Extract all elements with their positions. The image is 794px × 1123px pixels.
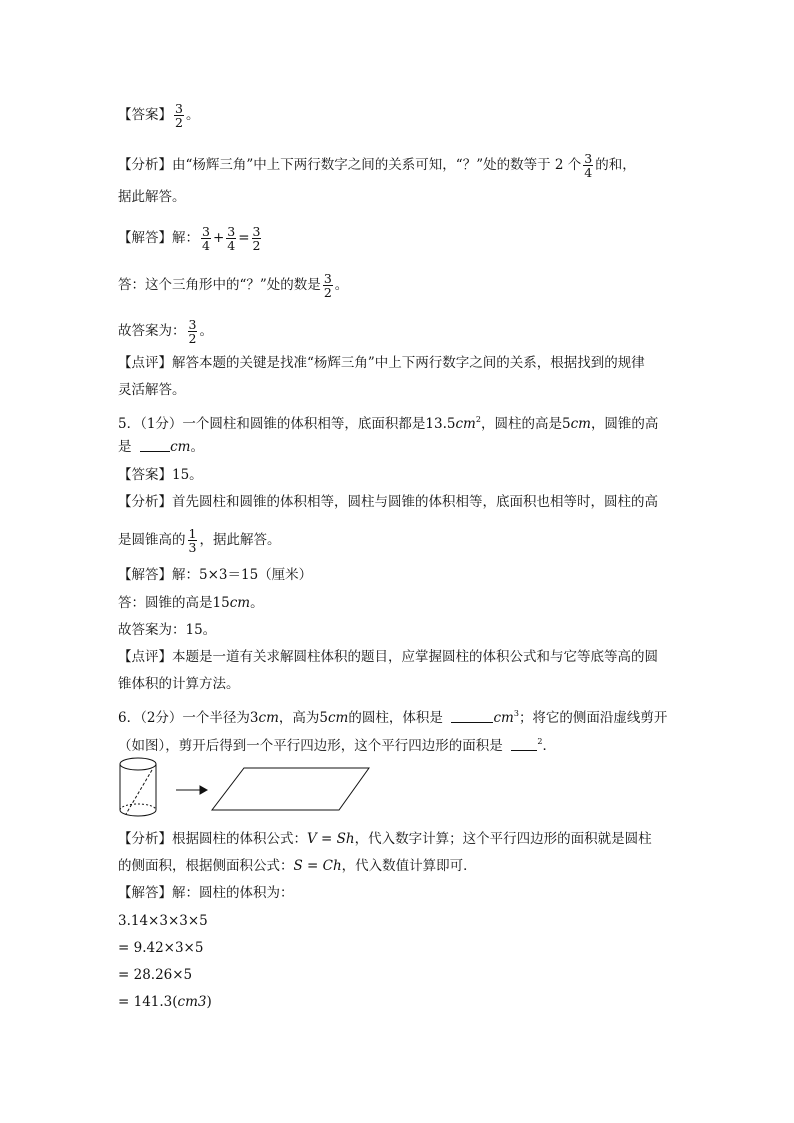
q6-stem: [118, 705, 667, 727]
q5-comment-line2: 锥体积的计算方法。: [118, 676, 240, 692]
text: ): [206, 994, 212, 1010]
comment-tag: 【点评】: [118, 649, 172, 665]
fraction: [252, 225, 262, 252]
denominator: 2: [175, 115, 183, 130]
q4-solution: [118, 225, 263, 252]
denominator: 3: [188, 540, 197, 555]
q4-reply: [118, 272, 348, 299]
unit: cm: [229, 595, 251, 611]
text: 的侧面积，根据侧面积公式：: [118, 858, 294, 874]
q6-step-3: = 28.26×5: [118, 967, 193, 983]
q6-solution: [118, 884, 294, 902]
text: 5．（1分）一个圆柱和圆锥的体积相等，底面积都是13.5: [118, 416, 456, 432]
cylinder-bottom: [120, 810, 156, 816]
fraction: [188, 318, 198, 345]
text: 的圆柱，体积是: [348, 710, 443, 726]
q6-step-1: 3.14×3×3×5: [118, 913, 208, 929]
unit: cm3: [177, 994, 207, 1010]
text: 解答本题的关键是找准“杨辉三角”中上下两行数字之间的关系，根据找到的规律: [172, 355, 645, 371]
denominator: 2: [188, 331, 197, 346]
text: 根据圆柱的体积公式：: [172, 831, 307, 847]
superscript: 3: [513, 709, 519, 718]
solution-tag: 【解答】: [118, 230, 172, 246]
text: 的和，: [595, 157, 636, 173]
comment-tag: 【点评】: [118, 355, 172, 371]
text: = 141.3(: [118, 994, 178, 1010]
parallelogram: [212, 768, 369, 810]
q5-answer: [118, 466, 203, 484]
q6-analysis-line2: [118, 857, 477, 875]
cut-line: [126, 770, 152, 814]
q5-analysis: [118, 493, 658, 511]
denominator: 2: [323, 285, 332, 300]
text: ，据此解答。: [199, 532, 281, 548]
numerator: 3: [584, 151, 593, 166]
superscript: 2: [537, 737, 543, 746]
unit: cm: [493, 710, 514, 726]
text: 本题是一道有关求解圆柱体积的题目，应掌握圆柱的体积公式和与它等底等高的圆: [172, 649, 658, 665]
text: ，代入数字计算；这个平行四边形的面积就是圆柱: [354, 831, 652, 847]
text: 由“杨辉三角”中上下两行数字之间的关系可知，“？”处的数等于 2 个: [172, 157, 582, 173]
q6-step-4: [118, 993, 212, 1011]
denominator: 4: [584, 165, 593, 180]
q4-comment: [118, 354, 645, 372]
superscript: 2: [475, 415, 481, 424]
q5-analysis-line2: [118, 527, 280, 554]
figure-drawing: [116, 756, 378, 820]
q5-stem-line2: 是 cm。: [118, 439, 204, 455]
answer-tag: 【答案】: [118, 467, 172, 483]
q6-step-2: = 9.42×3×5: [118, 940, 204, 956]
text: 解：: [172, 230, 199, 246]
text: 答：这个三角形中的“？”处的数是: [118, 277, 321, 293]
q5-comment: [118, 648, 658, 666]
formula: V = Sh: [307, 831, 355, 847]
q4-comment-line2: 灵活解答。: [118, 382, 186, 398]
text: ；将它的侧面沿虚线剪开: [518, 710, 668, 726]
numerator: 3: [252, 224, 261, 239]
answer-blank: [451, 710, 493, 723]
text: （如图），剪开后得到一个平行四边形，这个平行四边形的面积是: [118, 738, 503, 754]
q4-analysis-line2: 据此解答。: [118, 189, 186, 205]
answer-tag: 【答案】: [118, 107, 172, 123]
unit: cm: [328, 710, 349, 726]
analysis-tag: 【分析】: [118, 494, 172, 510]
cylinder-bottom-hidden: [120, 804, 156, 810]
text: 。: [185, 107, 200, 123]
text: 是圆锥高的: [118, 532, 186, 548]
solution-tag: 【解答】: [118, 885, 172, 901]
text: ．: [542, 738, 556, 754]
operator: +: [212, 230, 225, 246]
q5-stem: [118, 411, 658, 433]
text: 6．（2分）一个半径为3: [118, 710, 259, 726]
text: 故答案为：: [118, 323, 186, 339]
q5-reply: [118, 594, 264, 612]
analysis-tag: 【分析】: [118, 831, 172, 847]
text: 解：5×3＝15（厘米）: [172, 567, 313, 583]
fraction: [201, 225, 211, 252]
text: 解：圆柱的体积为：: [172, 885, 294, 901]
q5-final: 故答案为：15。: [118, 622, 217, 638]
text: 答：圆锥的高是15: [118, 595, 230, 611]
numerator: 3: [188, 317, 197, 332]
fraction: [188, 527, 198, 554]
fraction: [323, 272, 333, 299]
q4-answer: [118, 102, 199, 129]
unit: cm: [258, 710, 279, 726]
answer-blank: [511, 738, 537, 751]
q5-solution: [118, 566, 312, 584]
cylinder-to-parallelogram-figure: [116, 756, 378, 824]
text: 。: [334, 277, 349, 293]
q4-analysis: [118, 152, 636, 179]
fraction: [226, 225, 236, 252]
numerator: 3: [202, 224, 210, 239]
text: 首先圆柱和圆锥的体积相等，圆柱与圆锥的体积相等，底面积也相等时，圆柱的高: [172, 494, 658, 510]
numerator: 3: [175, 101, 183, 116]
denominator: 4: [227, 238, 236, 253]
arrow-head: [200, 786, 207, 794]
text: 15。: [172, 467, 203, 483]
text: ，圆柱的高是5: [480, 416, 571, 432]
text: ，高为5: [278, 710, 328, 726]
text: 。: [250, 595, 264, 611]
denominator: 2: [252, 238, 261, 253]
analysis-tag: 【分析】: [118, 157, 172, 173]
q6-analysis: [118, 830, 652, 848]
q6-stem-line2: [118, 733, 556, 755]
operator: =: [238, 230, 250, 246]
fraction: [174, 102, 184, 129]
answer-blank: [140, 439, 170, 452]
fraction: [583, 152, 593, 179]
numerator: 1: [188, 526, 197, 541]
denominator: 4: [202, 238, 210, 253]
text: ，代入数值计算即可．: [341, 858, 477, 874]
unit: cm: [570, 416, 591, 432]
solution-tag: 【解答】: [118, 567, 172, 583]
text: ，圆锥的高: [590, 416, 659, 432]
q4-final: [118, 318, 213, 345]
cylinder-top: [120, 758, 156, 770]
numerator: 3: [323, 271, 332, 286]
unit: cm: [170, 439, 191, 455]
text: 是: [118, 439, 132, 455]
unit: cm: [455, 416, 476, 432]
formula: S = Ch: [293, 858, 342, 874]
text: 。: [199, 323, 213, 339]
numerator: 3: [227, 224, 236, 239]
